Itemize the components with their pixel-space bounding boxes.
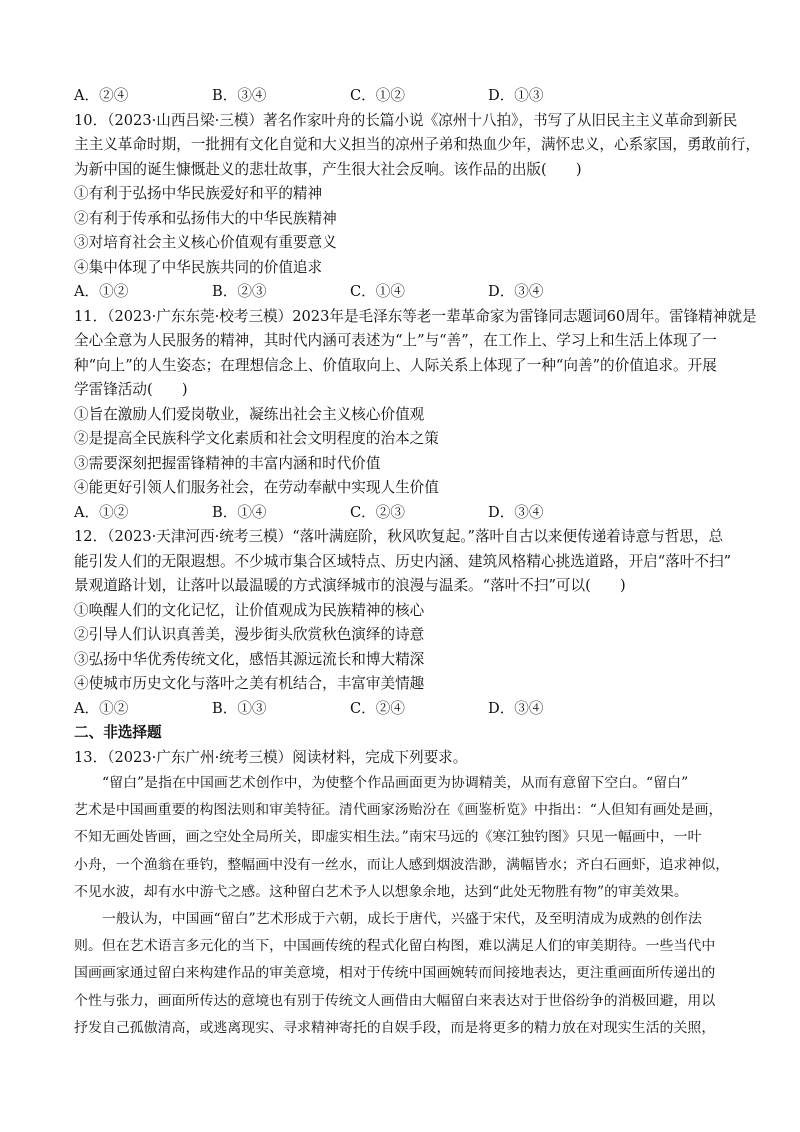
q10-statement-3: ③对培育社会主义核心价值观有重要意义: [74, 234, 337, 251]
q10-stem-line: 为新中国的诞生慷慨赴义的悲壮故事，产生很大社会反响。该作品的出版( ): [74, 160, 582, 178]
q12-stem-line: 景观道路计划，让落叶以最温暖的方式演绎城市的浪漫与温柔。“落叶不扫”可以( ): [74, 577, 626, 594]
q12-option-a[interactable]: A．①②: [74, 699, 129, 717]
exam-page: [74, 84, 760, 1042]
q10-stem-line: 10．（2023·山西吕梁·三模）著名作家叶舟的长篇小说《凉州十八拍》，书写了从旧民主主义革命到新民: [74, 111, 738, 129]
material-line: 一般认为，中国画“留白”艺术形成于六朝，成长于唐代，兴盛于宋代，及至明清成为成熟的创作法: [102, 910, 702, 927]
q9-option-c[interactable]: C．①②: [350, 87, 405, 104]
q11-statement-2: ②是提高全民族科学文化素质和社会文明程度的治本之策: [74, 430, 439, 447]
q9-options: [74, 84, 734, 109]
q11-option-c[interactable]: C．②③: [350, 503, 405, 521]
question-11: [74, 305, 757, 526]
q10-option-b[interactable]: B．②③: [212, 283, 267, 300]
q11-option-d[interactable]: D．③④: [488, 503, 544, 521]
question-12: [74, 525, 734, 721]
question-10: [74, 109, 760, 305]
q12-statement-2: ②引导人们认识真善美，漫步街头欣赏秋色演绎的诗意: [74, 626, 425, 643]
question-13: [74, 746, 734, 1042]
q12-statement-1: ①唤醒人们的文化记忆，让价值观成为民族精神的核心: [74, 601, 425, 619]
q11-options: [74, 501, 734, 526]
q10-option-d[interactable]: D．③④: [488, 283, 544, 300]
q10-options: [74, 280, 734, 305]
q12-stem-line: 能引发人们的无限遐想。不少城市集合区域特点、历史内涵、建筑风格精心挑选道路，开启“落叶不扫”: [74, 552, 732, 570]
q11-option-a[interactable]: A．①②: [74, 503, 129, 521]
q11-statement-1: ①旨在激励人们爱岗敬业，凝练出社会主义核心价值观: [74, 405, 425, 423]
q11-stem-line: 全心全意为人民服务的精神，其时代内涵可表述为“上”与“善”，在工作上、学习上和生活上体现了一: [74, 332, 717, 349]
q10-option-c[interactable]: C．①④: [350, 283, 405, 300]
q10-statement-1: ①有利于弘扬中华民族爱好和平的精神: [74, 185, 323, 202]
q12-option-c[interactable]: C．②④: [350, 699, 405, 717]
material-line: 不知无画处皆画，画之空处全局所关，即虚实相生法。”南宋马远的《寒江独钓图》只见一幅画中，一叶: [74, 829, 702, 846]
q11-stem-line: 11．（2023·广东东莞·校考三模）2023年是毛泽东等老一辈革命家为雷锋同志题词60周年。雷锋精神就是: [74, 307, 757, 325]
section-title: 二、非选择题: [74, 724, 162, 741]
material-line: 小舟，一个渔翁在垂钓，整幅画中没有一丝水，而让人感到烟波浩渺，满幅皆水；齐白石画虾，追求神似，: [74, 856, 730, 873]
q11-statement-3: ③需要深刻把握雷锋精神的丰富内涵和时代价值: [74, 454, 381, 472]
material-line: 个性与张力，画面所传达的意境也有别于传统文人画借由大幅留白来表达对于世俗纷争的消极回避，用以: [74, 992, 716, 1009]
q12-statement-4: ④使城市历史文化与落叶之美有机结合，丰富审美情趣: [74, 675, 425, 692]
q9-option-b[interactable]: B．③④: [212, 87, 267, 104]
q12-statement-3: ③弘扬中华优秀传统文化，感悟其源远流长和博大精深: [74, 650, 425, 668]
q12-option-b[interactable]: B．①③: [212, 699, 267, 717]
q10-option-a[interactable]: A．①②: [74, 283, 129, 300]
q9-option-d[interactable]: D．①③: [488, 87, 544, 104]
material-line: 艺术是中国画重要的构图法则和审美特征。清代画家汤贻汾在《画鉴析览》中指出：“人但知有画处是画，: [74, 802, 723, 819]
q12-option-d[interactable]: D．③④: [488, 699, 544, 717]
q13-intro: 13．（2023·广东广州·统考三模）阅读材料，完成下列要求。: [74, 748, 468, 766]
q11-stem-line: 种“向上”的人生姿态；在理想信念上、价值取向上、人际关系上体现了一种“向善”的价值追求。开展: [74, 356, 717, 374]
q12-options: [74, 697, 734, 722]
q10-statement-4: ④集中体现了中华民族共同的价值追求: [74, 258, 323, 276]
q10-statement-2: ②有利于传承和弘扬伟大的中华民族精神: [74, 209, 337, 227]
q11-statement-4: ④能更好引领人们服务社会，在劳动奉献中实现人生价值: [74, 479, 439, 496]
material-line: “留白”是指在中国画艺术创作中，为使整个作品画面更为协调精美，从而有意留下空白。“留白”: [102, 775, 689, 791]
q12-stem-line: 12．（2023·天津河西·统考三模）“落叶满庭阶，秋风吹复起。”落叶自古以来便传递着诗意与哲思，总: [74, 528, 724, 545]
q11-stem-line: 学雷锋活动( ): [74, 381, 188, 398]
material-line: 抒发自己孤傲清高，或逃离现实、寻求精神寄托的自娱手段，而是将更多的精力放在对现实生活的关照，: [74, 1019, 716, 1036]
q9-option-a[interactable]: A．②④: [74, 87, 129, 104]
material-line: 国画画家通过留白来构建作品的审美意境，相对于传统中国画婉转而间接地表达，更注重画面所传递出的: [74, 965, 716, 982]
q13-material-paragraph-1: [74, 770, 734, 906]
q13-material-paragraph-2: [74, 906, 734, 1042]
q11-option-b[interactable]: B．①④: [212, 503, 267, 521]
material-line: 则。但在艺术语言多元化的当下，中国画传统的程式化留白构图，难以满足人们的审美期待。一些当代中: [74, 938, 716, 955]
material-line: 不见水波，却有水中游弋之感。这种留白艺术予人以想象余地，达到“此处无物胜有物”的审美效果。: [74, 883, 688, 900]
q10-stem-line: 主主义革命时期，一批拥有文化自觉和大义担当的凉州子弟和热血少年，满怀忠义，心系家国，勇敢前行，: [74, 136, 760, 153]
